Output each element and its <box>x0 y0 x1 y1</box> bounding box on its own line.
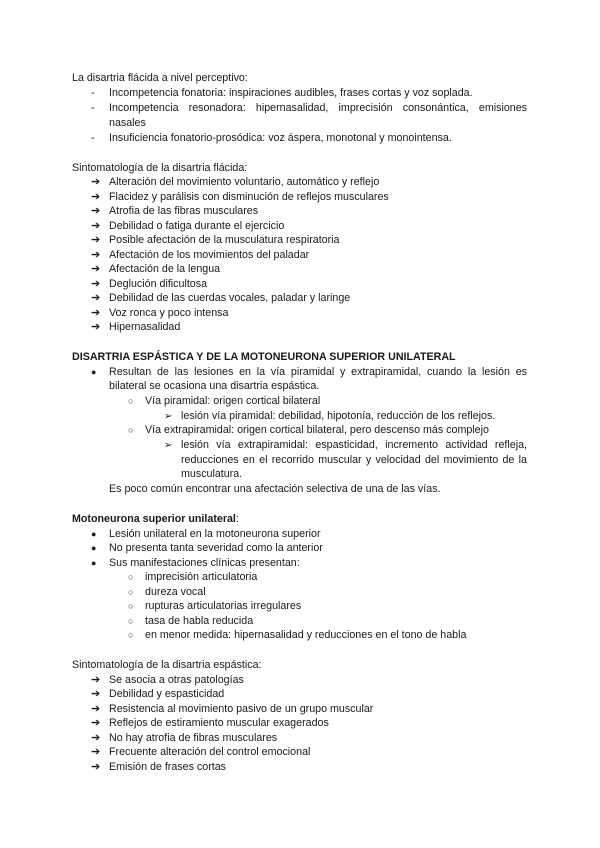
sub-item: en menor medida: hipernasalidad y reducciones en el tono de habla <box>145 629 467 641</box>
circle-bullet-icon: ○ <box>128 425 134 435</box>
dash-marker: - <box>91 87 95 99</box>
sub-item: dureza vocal <box>145 586 206 598</box>
arrow-bullet-icon: ➔ <box>91 746 101 758</box>
section-heading-bold: Motoneurona superior unilateral <box>72 513 236 525</box>
bullet-dot-icon: ● <box>91 543 97 553</box>
circle-bullet-icon: ○ <box>128 396 134 406</box>
section-heading: Sintomatología de la disartria flácida: <box>72 162 248 174</box>
sub-item: tasa de habla reducida <box>145 615 254 627</box>
arrow-bullet-icon: ➔ <box>91 321 101 333</box>
sub-sub-item: lesión vía extrapiramidal: espasticidad, incremento actividad refleja, <box>181 439 527 451</box>
arrow-bullet-icon: ➔ <box>91 263 101 275</box>
list-item: Se asocia a otras patologías <box>109 674 244 686</box>
paragraph-line: Resultan de las lesiones en la vía piramidal y extrapiramidal, cuando la lesión es <box>109 366 527 378</box>
list-item: Debilidad de las cuerdas vocales, paladar y laringe <box>109 292 351 304</box>
bullet-dot-icon: ● <box>91 367 97 377</box>
list-item: Frecuente alteración del control emocional <box>109 746 311 758</box>
section-title: DISARTRIA ESPÁSTICA Y DE LA MOTONEURONA SUPERIOR UNILATERAL <box>72 351 456 363</box>
dash-marker: - <box>91 132 95 144</box>
arrow-bullet-icon: ➔ <box>91 674 101 686</box>
arrow-bullet-icon: ➔ <box>91 205 101 217</box>
list-item: Posible afectación de la musculatura respiratoria <box>109 234 340 246</box>
arrow-bullet-icon: ➔ <box>91 249 101 261</box>
sub-item: Vía piramidal: origen cortical bilateral <box>145 395 321 407</box>
list-item: Incompetencia resonadora: hipernasalidad, imprecisión consonántica, emisiones <box>109 102 527 114</box>
list-item: Sus manifestaciones clínicas presentan: <box>109 557 300 569</box>
sub-sub-item: lesión vía piramidal: debilidad, hipotonía, reducción de los reflejos. <box>181 410 496 422</box>
list-item: Afectación de los movimientos del paladar <box>109 249 310 261</box>
sub-sub-item: reducciones en el recorrido muscular y velocidad del movimiento de la <box>181 454 527 466</box>
arrow-bullet-icon: ➔ <box>91 732 101 744</box>
triangle-bullet-icon: ➢ <box>164 440 173 451</box>
arrow-bullet-icon: ➔ <box>91 688 101 700</box>
arrow-bullet-icon: ➔ <box>91 191 101 203</box>
section-heading <box>72 513 239 526</box>
list-item-continuation: nasales <box>109 117 146 129</box>
list-item: Incompetencia fonatoria: inspiraciones audibles, frases cortas y voz soplada. <box>109 87 473 99</box>
arrow-bullet-icon: ➔ <box>91 703 101 715</box>
circle-bullet-icon: ○ <box>128 572 134 582</box>
list-item: Atrofia de las fibras musculares <box>109 205 259 217</box>
circle-bullet-icon: ○ <box>128 630 134 640</box>
circle-bullet-icon: ○ <box>128 616 134 626</box>
paragraph-line: bilateral se ocasiona una disartria espástica. <box>109 380 320 392</box>
list-item: Voz ronca y poco intensa <box>109 307 229 319</box>
list-item: Debilidad y espasticidad <box>109 688 225 700</box>
section-heading: Sintomatología de la disartria espástica: <box>72 659 262 671</box>
arrow-bullet-icon: ➔ <box>91 278 101 290</box>
list-item: Insuficiencia fonatorio-prosódica: voz áspera, monotonal y monointensa. <box>109 132 452 144</box>
list-item: Deglución dificultosa <box>109 278 208 290</box>
list-item: Hipernasalidad <box>109 321 181 333</box>
circle-bullet-icon: ○ <box>128 587 134 597</box>
arrow-bullet-icon: ➔ <box>91 717 101 729</box>
paragraph-line: Es poco común encontrar una afectación selectiva de una de las vías. <box>109 483 441 495</box>
arrow-bullet-icon: ➔ <box>91 307 101 319</box>
arrow-bullet-icon: ➔ <box>91 292 101 304</box>
dash-marker: - <box>91 102 95 114</box>
sub-item: imprecisión articulatoria <box>145 571 258 583</box>
section-heading: La disartria flácida a nivel perceptivo: <box>72 72 248 84</box>
arrow-bullet-icon: ➔ <box>91 176 101 188</box>
arrow-bullet-icon: ➔ <box>91 220 101 232</box>
list-item: Emisión de frases cortas <box>109 761 227 773</box>
arrow-bullet-icon: ➔ <box>91 234 101 246</box>
list-item: Resistencia al movimiento pasivo de un grupo muscular <box>109 703 374 715</box>
list-item: Lesión unilateral en la motoneurona superior <box>109 528 321 540</box>
triangle-bullet-icon: ➢ <box>164 411 173 422</box>
sub-item: Vía extrapiramidal: origen cortical bilateral, pero descenso más complejo <box>145 424 489 436</box>
list-item: No hay atrofia de fibras musculares <box>109 732 278 744</box>
sub-sub-item: musculatura. <box>181 468 243 480</box>
section-heading-colon: : <box>235 513 239 525</box>
circle-bullet-icon: ○ <box>128 601 134 611</box>
list-item: Debilidad o fatiga durante el ejercicio <box>109 220 285 232</box>
list-item: Afectación de la lengua <box>109 263 221 275</box>
arrow-bullet-icon: ➔ <box>91 761 101 773</box>
bullet-dot-icon: ● <box>91 529 97 539</box>
bullet-dot-icon: ● <box>91 558 97 568</box>
list-item: Alteración del movimiento voluntario, automático y reflejo <box>109 176 380 188</box>
list-item: Reflejos de estiramiento muscular exagerados <box>109 717 329 729</box>
sub-item: rupturas articulatorias irregulares <box>145 600 302 612</box>
list-item: No presenta tanta severidad como la anterior <box>109 542 323 554</box>
list-item: Flacidez y parálisis con disminución de reflejos musculares <box>109 191 389 203</box>
